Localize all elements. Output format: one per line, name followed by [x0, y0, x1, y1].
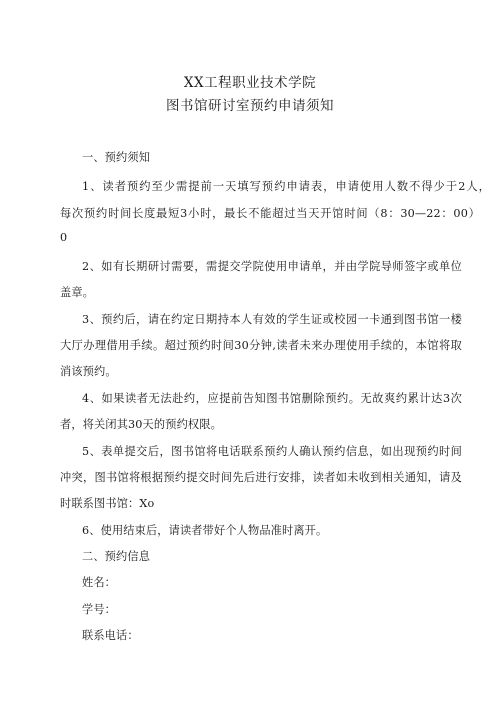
rule-1-line-2: 每次预约时间长度最短3小时，最长不能超过当天开馆时间（8：30—22：00） [60, 207, 480, 220]
section-heading-info: 二、预约信息 [82, 550, 151, 563]
rule-5-line-1: 5、表单提交后，图书馆将电话联系预约人确认预约信息，如出现预约时间 [82, 445, 462, 458]
rule-6-line-1: 6、使用结束后，请读者带好个人物品准时离开。 [82, 524, 328, 537]
rule-5-line-3: 时联系图书馆：Xo [60, 497, 155, 510]
field-label-student-id: 学号： [82, 603, 117, 616]
rule-2-line-1: 2、如有长期研讨需要，需提交学院使用申请单，并由学院导师签字或单位 [82, 260, 462, 273]
rule-3-line-2: 大厅办理借用手续。超过预约时间30分钟,读者未来办理使用手续的，本馆将取 [60, 339, 462, 352]
rule-4-line-2: 者，将关闭其30天的预约权限。 [60, 418, 222, 431]
field-label-phone: 联系电话： [82, 629, 139, 642]
section-heading-rules: 一、预约须知 [82, 151, 151, 164]
rule-3-line-3: 消该预约。 [60, 365, 117, 378]
rule-3-line-1: 3、预约后，请在约定日期持本人有效的学生证或校园一卡通到图书馆一楼 [82, 313, 462, 326]
document-title-notice: 图书馆研讨室预约申请须知 [166, 98, 334, 114]
rule-1-line-1: 1、读者预约至少需提前一天填写预约申请表，申请使用人数不得少于2人， [82, 180, 490, 193]
rule-2-line-2: 盖章。 [60, 286, 95, 299]
rule-1-line-3: 0 [60, 231, 68, 244]
document-title-school: XX工程职业技术学院 [183, 75, 317, 91]
field-label-name: 姓名： [82, 576, 117, 589]
rule-4-line-1: 4、如果读者无法赴约，应提前告知图书馆删除预约。无故爽约累计达3次 [82, 392, 462, 405]
rule-5-line-2: 冲突，图书馆将根据预约提交时间先后进行安排，读者如未收到相关通知，请及 [60, 471, 462, 484]
